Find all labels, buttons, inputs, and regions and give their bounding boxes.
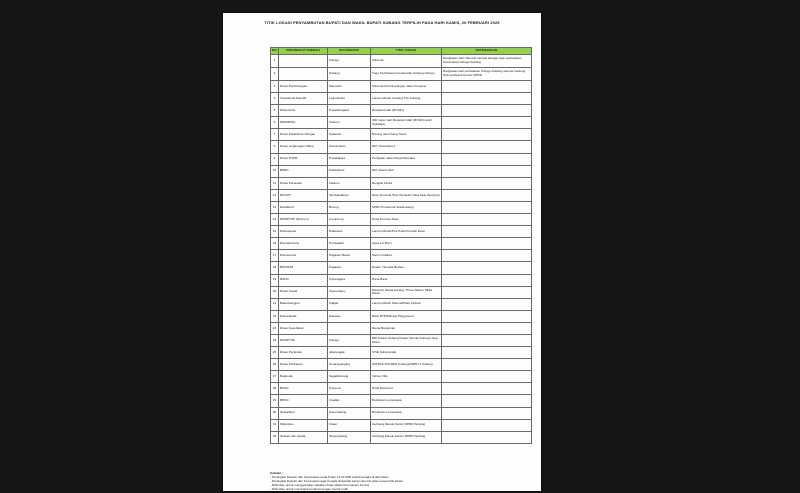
cell-titik-lokasi: Sam's Gradiez: [371, 250, 442, 262]
table-row: [271, 177, 532, 189]
cell-keterangan: [442, 165, 532, 177]
cell-kecamatan: Cibogo: [328, 55, 371, 68]
table-row: [271, 141, 532, 153]
cell-titik-lokasi: Cikonrat: [371, 55, 442, 68]
table-row: [271, 310, 532, 322]
cell-titik-lokasi: Tugu Perbatasan Kecamatan Subang-Cibogo: [371, 68, 442, 81]
table-row: [271, 286, 532, 298]
cell-no: 17: [271, 250, 279, 262]
cell-no: 22: [271, 310, 279, 322]
table-row: [271, 153, 532, 165]
cell-keterangan: [442, 274, 532, 286]
cell-keterangan: [442, 407, 532, 419]
cell-keterangan: [442, 105, 532, 117]
table-row: [271, 250, 532, 262]
cell-keterangan: [442, 250, 532, 262]
cell-no: 7: [271, 129, 279, 141]
cell-kecamatan: Purwadadi: [328, 238, 371, 250]
cell-kecamatan: Manokan: [328, 81, 371, 93]
table-row: [271, 68, 532, 81]
cell-no: 11: [271, 177, 279, 189]
cell-titik-lokasi: Lampu Merah/Pos Polisi Pondok Dewi: [371, 226, 442, 238]
cell-titik-lokasi: Minimart Istana Karang, Three Starter Pillas Plaza: [371, 286, 442, 298]
cell-titik-lokasi: Bengkel Fenta: [371, 177, 442, 189]
cell-no: 10: [271, 165, 279, 177]
cell-no: 31: [271, 419, 279, 431]
cell-kecamatan: Legonkulon: [328, 93, 371, 105]
cell-kecamatan: Pabuaran: [328, 226, 371, 238]
cell-keterangan: [442, 431, 532, 443]
cell-no: 20: [271, 286, 279, 298]
cell-keterangan: [442, 93, 532, 105]
table-row: [271, 55, 532, 68]
table-row: [271, 419, 532, 431]
cell-no: 9: [271, 153, 279, 165]
cell-keterangan: [442, 262, 532, 274]
table-row: [271, 371, 532, 383]
table-row: [271, 214, 532, 226]
cell-keterangan: Rangkaian dari perbatasan Cibogo-Subang sampai Gedung Wisma Masuk Kantor DPRD: [442, 68, 532, 81]
cell-titik-lokasi: Lampu Merah Gedung Tuk Subang: [371, 93, 442, 105]
cell-no: 2: [271, 68, 279, 81]
cell-keterangan: [442, 310, 532, 322]
cell-titik-lokasi: Rusada Indah (RCSIN): [371, 105, 442, 117]
header-perangkat-daerah: PERANGKAT DAERAH: [279, 48, 328, 55]
table-row: [271, 347, 532, 359]
cell-keterangan: [442, 238, 532, 250]
cell-kecamatan: Ciater: [328, 419, 371, 431]
cell-no: 1: [271, 55, 279, 68]
cell-titik-lokasi: Pertigaan Jalan Raya Pramuka: [371, 153, 442, 165]
cell-perangkat-daerah: Diskominfo: [279, 105, 328, 117]
cell-perangkat-daerah: Dinas Pertanian: [279, 177, 328, 189]
cell-titik-lokasi: Dealer Yamaha Bethen: [371, 262, 442, 274]
cell-kecamatan: Cipeundeuy: [328, 286, 371, 298]
cell-perangkat-daerah: Setwan dan Satda: [279, 431, 328, 443]
cell-titik-lokasi: Hana Bank: [371, 274, 442, 286]
cell-perangkat-daerah: Dikiaripus: [279, 419, 328, 431]
header-no: NO.: [271, 48, 279, 55]
cell-titik-lokasi: RM. Nusantara 2: [371, 141, 442, 153]
cell-kecamatan: Ciasem: [328, 117, 371, 129]
cell-keterangan: Rangkaian dari Cikonrat sampai dengan tugu perbatasan Kecamatan Cibogo-Subang: [442, 55, 532, 68]
header-kecamatan: KECAMATAN: [328, 48, 371, 55]
cell-keterangan: [442, 322, 532, 334]
cell-no: 24: [271, 334, 279, 346]
cell-keterangan: [442, 298, 532, 310]
cell-kecamatan: Cisalak: [328, 395, 371, 407]
cell-titik-lokasi: Gerbang Masuk Kantor DPRD Subang: [371, 419, 442, 431]
cell-titik-lokasi: Cikonrat (Persimpangan Jalan Ampera): [371, 81, 442, 93]
cell-kecamatan: Cikaum: [328, 177, 371, 189]
table-row: [271, 129, 532, 141]
cell-kecamatan: Compreng: [328, 214, 371, 226]
cell-no: 18: [271, 262, 279, 274]
table-row: [271, 165, 532, 177]
cell-kecamatan: Serangpanjang: [328, 359, 371, 371]
table-row: [271, 226, 532, 238]
table-row: [271, 298, 532, 310]
cell-perangkat-daerah: Setpahkon: [279, 407, 328, 419]
cell-no: 23: [271, 322, 279, 334]
cell-perangkat-daerah: Inspektorat Daerah: [279, 93, 328, 105]
cell-kecamatan: Kasomalang: [328, 407, 371, 419]
cell-titik-lokasi: 300 meter dari Rusada Indah (RCSIN) arah Sukalaya: [371, 117, 442, 129]
cell-kecamatan: Ciponoa: [328, 383, 371, 395]
cell-kecamatan: Tanjungsiang: [328, 431, 371, 443]
cell-kecamatan: Sukasari: [328, 129, 371, 141]
table-row: [271, 81, 532, 93]
note-item: - Dihimbau untuk menggunakan pakaian dinas dilebel bermacam kuning: [270, 483, 370, 487]
cell-perangkat-daerah: Dinas PUPR: [279, 153, 328, 165]
cell-titik-lokasi: SATPAS POLRES Subang/SMPN 3 Subang: [371, 359, 442, 371]
cell-no: 27: [271, 371, 279, 383]
cell-no: 13: [271, 201, 279, 213]
cell-no: 16: [271, 238, 279, 250]
cell-kecamatan: Cibogo: [328, 334, 371, 346]
cell-kecamatan: [328, 322, 371, 334]
cell-titik-lokasi: RM. Rasim Nuli: [371, 165, 442, 177]
table-row: [271, 395, 532, 407]
cell-perangkat-daerah: Disdikbud: [279, 201, 328, 213]
cell-kecamatan: Tambakdahan: [328, 189, 371, 201]
table-row: [271, 359, 532, 371]
cell-keterangan: [442, 189, 532, 201]
note-item: - Perangkat Daerah dan Kecamatan pada Pukul 14.30 WIB sudah berada di titik lokasi: [270, 475, 389, 479]
cell-kecamatan: Sagalaherang: [328, 371, 371, 383]
cell-kecamatan: Pagaden: [328, 262, 371, 274]
cell-keterangan: [442, 359, 532, 371]
cell-titik-lokasi: STIE Subamnidja: [371, 347, 442, 359]
cell-titik-lokasi: Lampu Merah Wanna/Pillas Ciptual: [371, 298, 442, 310]
cell-titik-lokasi: Agus Ltz Burn: [371, 238, 442, 250]
cell-keterangan: [442, 226, 532, 238]
cell-keterangan: [442, 129, 532, 141]
cell-no: 14: [271, 214, 279, 226]
cell-perangkat-daerah: Dinas Perhubungan: [279, 81, 328, 93]
cell-keterangan: [442, 371, 532, 383]
cell-no: 5: [271, 105, 279, 117]
table-row: [271, 274, 532, 286]
cell-no: 19: [271, 274, 279, 286]
table-row: [271, 105, 532, 117]
cell-perangkat-daerah: Disnakertrans: [279, 238, 328, 250]
cell-perangkat-daerah: Dinas Sosial: [279, 286, 328, 298]
note-item: - Perangkat Daerah dan Kecamatan agar berada disebelah kanan dan kiri jalan sesuai titik lokasi: [270, 479, 403, 483]
cell-no: 29: [271, 395, 279, 407]
document-page: [223, 13, 541, 491]
cell-keterangan: [442, 214, 532, 226]
cell-kecamatan: Pusakanagara: [328, 105, 371, 117]
table-row: [271, 431, 532, 443]
cell-kecamatan: Binong: [328, 201, 371, 213]
cell-titik-lokasi: Rama Bangunan: [371, 322, 442, 334]
cell-titik-lokasi: BRI Kantor Subang Dealer Suzuki Subang Jaya Motor: [371, 334, 442, 346]
cell-keterangan: [442, 81, 532, 93]
table-header-row: [271, 48, 532, 55]
cell-titik-lokasi: Hotel Diamond: [371, 383, 442, 395]
cell-keterangan: [442, 141, 532, 153]
cell-kecamatan: Pamanukan: [328, 141, 371, 153]
cell-keterangan: [442, 419, 532, 431]
cell-kecamatan: Patokbeusi: [328, 165, 371, 177]
table-row: [271, 383, 532, 395]
cell-keterangan: [442, 395, 532, 407]
cell-titik-lokasi: Hotel Puri Ian Dewi: [371, 214, 442, 226]
cell-no: 25: [271, 347, 279, 359]
cell-perangkat-daerah: DKUPP: [279, 189, 328, 201]
cell-perangkat-daerah: Dinas Ketahanan Pangan: [279, 129, 328, 141]
table-row: [271, 238, 532, 250]
table-row: [271, 93, 532, 105]
notes-section: [270, 471, 532, 491]
cell-kecamatan: Cipunagara: [328, 274, 371, 286]
table-row: [271, 407, 532, 419]
cell-perangkat-daerah: DPMPTSP (Nimrum): [279, 214, 328, 226]
cell-keterangan: [442, 177, 532, 189]
cell-keterangan: [442, 286, 532, 298]
table-row: [271, 262, 532, 274]
cell-kecamatan: Jalancagak: [328, 347, 371, 359]
cell-no: 3: [271, 81, 279, 93]
cell-perangkat-daerah: Dinas Perikanan: [279, 359, 328, 371]
table-row: [271, 201, 532, 213]
cell-perangkat-daerah: RSUD: [279, 274, 328, 286]
cell-no: 8: [271, 141, 279, 153]
cell-keterangan: [442, 117, 532, 129]
cell-titik-lokasi: SPBU Pertamina Sukamelang: [371, 201, 442, 213]
cell-kecamatan: Kalijati: [328, 298, 371, 310]
cell-keterangan: [442, 334, 532, 346]
cell-perangkat-daerah: Dinas Lingkungan Hidup: [279, 141, 328, 153]
cell-keterangan: [442, 347, 532, 359]
cell-keterangan: [442, 201, 532, 213]
cell-perangkat-daerah: [279, 55, 328, 68]
cell-kecamatan: Pusakajaya: [328, 153, 371, 165]
cell-perangkat-daerah: [279, 68, 328, 81]
cell-no: 15: [271, 226, 279, 238]
cell-no: 21: [271, 298, 279, 310]
cell-titik-lokasi: Near Terminal Hias (Setelah Utara Sate Djempol): [371, 189, 442, 201]
cell-keterangan: [442, 153, 532, 165]
cell-kecamatan: Dawuan: [328, 310, 371, 322]
cell-no: 30: [271, 407, 279, 419]
table-row: [271, 334, 532, 346]
cell-kecamatan: Subang: [328, 68, 371, 81]
cell-no: 12: [271, 189, 279, 201]
cell-perangkat-daerah: Dinas Pertanian: [279, 347, 328, 359]
cell-titik-lokasi: Yellow Ville: [371, 371, 442, 383]
location-table: [270, 47, 532, 444]
cell-perangkat-daerah: Bakesbangpol: [279, 298, 328, 310]
cell-perangkat-daerah: Disnaventis: [279, 250, 328, 262]
cell-perangkat-daerah: BPKD: [279, 395, 328, 407]
cell-perangkat-daerah: DPMPTSP: [279, 334, 328, 346]
cell-no: 32: [271, 431, 279, 443]
cell-perangkat-daerah: Dinas Kesehatan: [279, 322, 328, 334]
note-item: - Dihimbau untuk membawa bendera lengan merah putih: [270, 487, 349, 491]
table-row: [271, 322, 532, 334]
cell-perangkat-daerah: BKAD: [279, 383, 328, 395]
cell-titik-lokasi: Bundaran Lempasala: [371, 407, 442, 419]
table-row: [271, 189, 532, 201]
cell-perangkat-daerah: BKPSDM: [279, 262, 328, 274]
cell-perangkat-daerah: Bappeda: [279, 371, 328, 383]
table-body: [271, 55, 532, 444]
cell-perangkat-daerah: BPBD: [279, 165, 328, 177]
table-row: [271, 117, 532, 129]
cell-keterangan: [442, 383, 532, 395]
header-keterangan: KETERANGAN: [442, 48, 532, 55]
cell-no: 4: [271, 93, 279, 105]
header-titik-lokasi: TITIK LOKASI: [371, 48, 442, 55]
notes-heading: Catatan :: [270, 471, 284, 475]
cell-titik-lokasi: Bank BTPN/Regio Playground: [371, 310, 442, 322]
document-title: TITIK LOKASI PENYAMBUTAN BUPATI DAN WAKIL BUPATI SUBANG TERPILIH PADA HARI KAMIS, 20 FEBRUARI 2025: [264, 20, 500, 25]
cell-perangkat-daerah: DPDMPSA: [279, 117, 328, 129]
cell-perangkat-daerah: Diskoperasi: [279, 226, 328, 238]
cell-titik-lokasi: Gerbang Masuk Kantor DPRD Subang: [371, 431, 442, 443]
cell-no: 28: [271, 383, 279, 395]
cell-no: 26: [271, 359, 279, 371]
cell-titik-lokasi: Bundaran Lempasala: [371, 395, 442, 407]
cell-perangkat-daerah: Dispartipala: [279, 310, 328, 322]
cell-kecamatan: Pagaden Barat: [328, 250, 371, 262]
cell-no: 6: [271, 117, 279, 129]
cell-titik-lokasi: Barong Jarot Kang Nana: [371, 129, 442, 141]
